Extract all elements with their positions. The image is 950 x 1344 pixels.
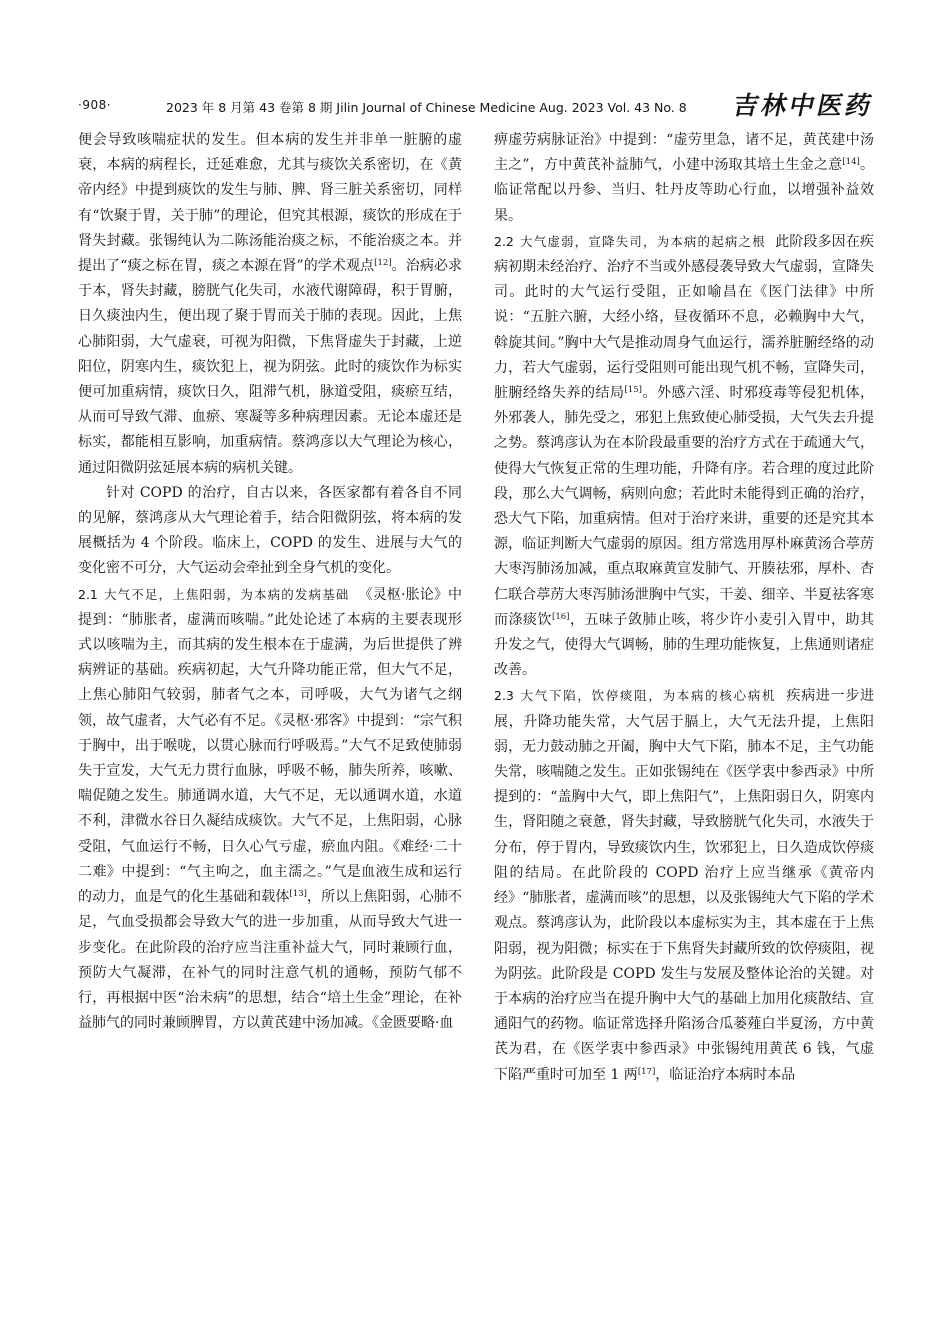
section-heading: 大气虚弱，宣降失司，为本病的起病之根	[519, 233, 766, 249]
citation: [15]	[624, 385, 642, 396]
journal-logo: 吉林中医药	[730, 91, 877, 120]
citation: [17]	[637, 1066, 656, 1077]
section-heading: 大气下陷，饮停痰阻，为本病的核心病机	[519, 688, 777, 704]
page-number: ·908·	[78, 98, 112, 112]
left-column	[78, 128, 462, 1036]
section-heading: 大气不足，上焦阳弱，为本病的发病基础	[103, 586, 350, 602]
section-number: 2.3	[494, 688, 514, 704]
citation: [16]	[552, 611, 570, 622]
paragraph: 针对 COPD 的治疗，自古以来，各医家都有着各自不同的见解，蔡鸿彦从大气理论着手，结合阳微阴弦，将本病的发展概括为 4 个阶段。临床上，COPD 的发生、进展与大气的变化密不可分，大气运动会牵扯到全身气机的变化。	[78, 484, 462, 577]
citation: [13]	[289, 889, 307, 900]
section-number: 2.2	[494, 233, 514, 249]
section-2-2: 2.2 大气虚弱，宣降失司，为本病的起病之根 此阶段多因在疾病初期未经治疗、治疗不当或外感侵袭导致大气虚弱，宣降失司。此时的大气运行受阻，正如喻昌在《医门法律》中所说：“五脏六腑，大经小络，昼夜循环不息，必赖胸中大气，斡旋其间。”胸中大气是推动周身气血运行，濡养脏腑经络的动力，若大气虚弱，运行受阻则可能出现气机不畅，宣降失司，脏腑经络失养的结局[15]。外感六淫、时邪疫毒等侵犯机体，外邪袭人，肺先受之，邪犯上焦致使心肺受损，大气失去升提之势。蔡鸿彦认为在本阶段最重要的治疗方式在于疏通大气，使得大气恢复正常的生理功能，升降有序。若合理的度过此阶段，那么大气调畅，病则向愈；若此时未能得到正确的治疗，恐大气下陷，加重病情。但对于治疗来讲，重要的还是究其本源，临证判断大气虚弱的原因。组方常选用厚朴麻黄汤合葶苈大枣泻肺汤加减，重点取麻黄宣发肺气、开腠祛邪，厚朴、杏仁联合葶苈大枣泻肺汤泄胸中气实，干姜、细辛、半夏祛客寒而涤痰饮[16]，五味子敛肺止咳，将少许小麦引入胃中，助其升发之气，使得大气调畅，肺的生理功能恢复，上焦通则诸症改善。	[494, 233, 875, 679]
section-2-1: 2.1 大气不足，上焦阳弱，为本病的发病基础 《灵枢·胀论》中提到：“肺胀者，虚满而咳喘。”此处论述了本病的主要表现形式以咳喘为主，而其病的发生根本在于虚满，为后世提供了辨病辨证的基础。疾病初起，大气升降功能正常，但大气不足，上焦心肺阳气较弱，肺者气之本，司呼吸，大气为诸气之纲领，故气虚者，大气必有不足。《灵枢·邪客》中提到：“宗气积于胸中，出于喉咙，以贯心脉而行呼吸焉。”大气不足致使肺弱失于宣发，大气无力贯行血脉，呼吸不畅，肺失所养，咳嗽、喘促随之发生。肺通调水道，大气不足，无以通调水道，水道不利，津微水谷日久凝结成痰饮。大气不足，上焦阳弱，心脉受阻，气血运行不畅，日久心气亏虚，瘀血内阻。《难经·二十二难》中提到：“气主呴之，血主濡之。”气是血液生成和运行的动力，血是气的化生基础和载体[13]，所以上焦阳弱，心肺不足，气血受损都会导致大气的进一步加重，从而导致大气进一步变化。在此阶段的治疗应当注重补益大气，同时兼顾行血，预防大气凝滞，在补气的同时注意气机的通畅，预防气郁不行，再根据中医“治未病”的思想，结合“培土生金”理论，在补益肺气的同时兼顾脾胃，方以黄芪建中汤加减。《金匮要略·血	[78, 586, 462, 1032]
citation: [12]	[374, 258, 392, 269]
right-column	[494, 128, 874, 1088]
section-number: 2.1	[78, 586, 98, 602]
paragraph: 痹虚劳病脉证治》中提到：“虚劳里急，诸不足，黄芪建中汤主之”，方中黄芪补益肺气，小建中汤取其培土生金之意[14]。临证常配以丹参、当归、牡丹皮等助心行血，以增强补益效果。	[494, 132, 875, 224]
section-2-3: 2.3 大气下陷，饮停痰阻，为本病的核心病机 疾病进一步进展，升降功能失常，大气居于膈上，大气无法升提，上焦阳弱，无力鼓动肺之开阖，胸中大气下陷，肺本不足，主气功能失常，咳喘随之发生。正如张锡纯在《医学衷中参西录》中所提到的：“盖胸中大气，即上焦阳气”，上焦阳弱日久，阴寒内生，肾阳随之衰惫，肾失封藏，导致膀胱气化失司，水液失于分布，停于胃内，导致痰饮内生，饮邪犯上，日久造成饮停痰阻的结局。在此阶段的 COPD 治疗上应当继承《黄帝内经》“肺胀者，虚满而咳”的思想，以及张锡纯大气下陷的学术观点。蔡鸿彦认为，此阶段以本虚标实为主，其本虚在于上焦阳弱，视为阳微；标实在于下焦肾失封藏所致的饮停痰阻，视为阴弦。此阶段是 COPD 发生与发展及整体论治的关键。对于本病的治疗应当在提升胸中大气的基础上加用化痰散结、宣通阳气的药物。临证常选择升陷汤合瓜蒌薤白半夏汤，方中黄芪为君，在《医学衷中参西录》中张锡纯用黄芪 6 钱，气虚下陷严重时可加至 1 两[17]，临证治疗本病时本品	[494, 688, 874, 1083]
citation: [14]	[842, 157, 860, 168]
paragraph: 便会导致咳喘症状的发生。但本病的发生并非单一脏腑的虚衰，本病的病程长，迁延难愈，尤其与痰饮关系密切，在《黄帝内经》中提到痰饮的发生与肺、脾、肾三脏关系密切，同样有“饮聚于胃，关于肺”的理论，但究其根源，痰饮的形成在于肾失封藏。张锡纯认为二陈汤能治痰之标，不能治痰之本。并提出了“痰之标在胃，痰之本源在肾”的学术观点[12]。治病必求于本，肾失封藏，膀胱气化失司，水液代谢障碍，积于胃腑，日久痰浊内生，便出现了聚于胃而关于肺的表现。因此，上焦心肺阳弱，大气虚衰，可视为阳微，下焦肾虚失于封藏，上逆阳位，阴寒内生，痰饮犯上，视为阴弦。此时的痰饮作为标实便可加重病情，痰饮日久，阻滞气机，脉道受阻，痰瘀互结，从而可导致气滞、血瘀、寒凝等多种病理因素。无论本虚还是标实，都能相互影响，加重病情。蔡鸿彦以大气理论为核心，通过阳微阴弦延展本病的病机关键。	[78, 132, 462, 476]
journal-info: 2023 年 8 月第 43 卷第 8 期 Jilin Journal of Chinese Medicine Aug. 2023 Vol. 43 No. 8	[166, 100, 687, 115]
page-header	[78, 91, 877, 124]
